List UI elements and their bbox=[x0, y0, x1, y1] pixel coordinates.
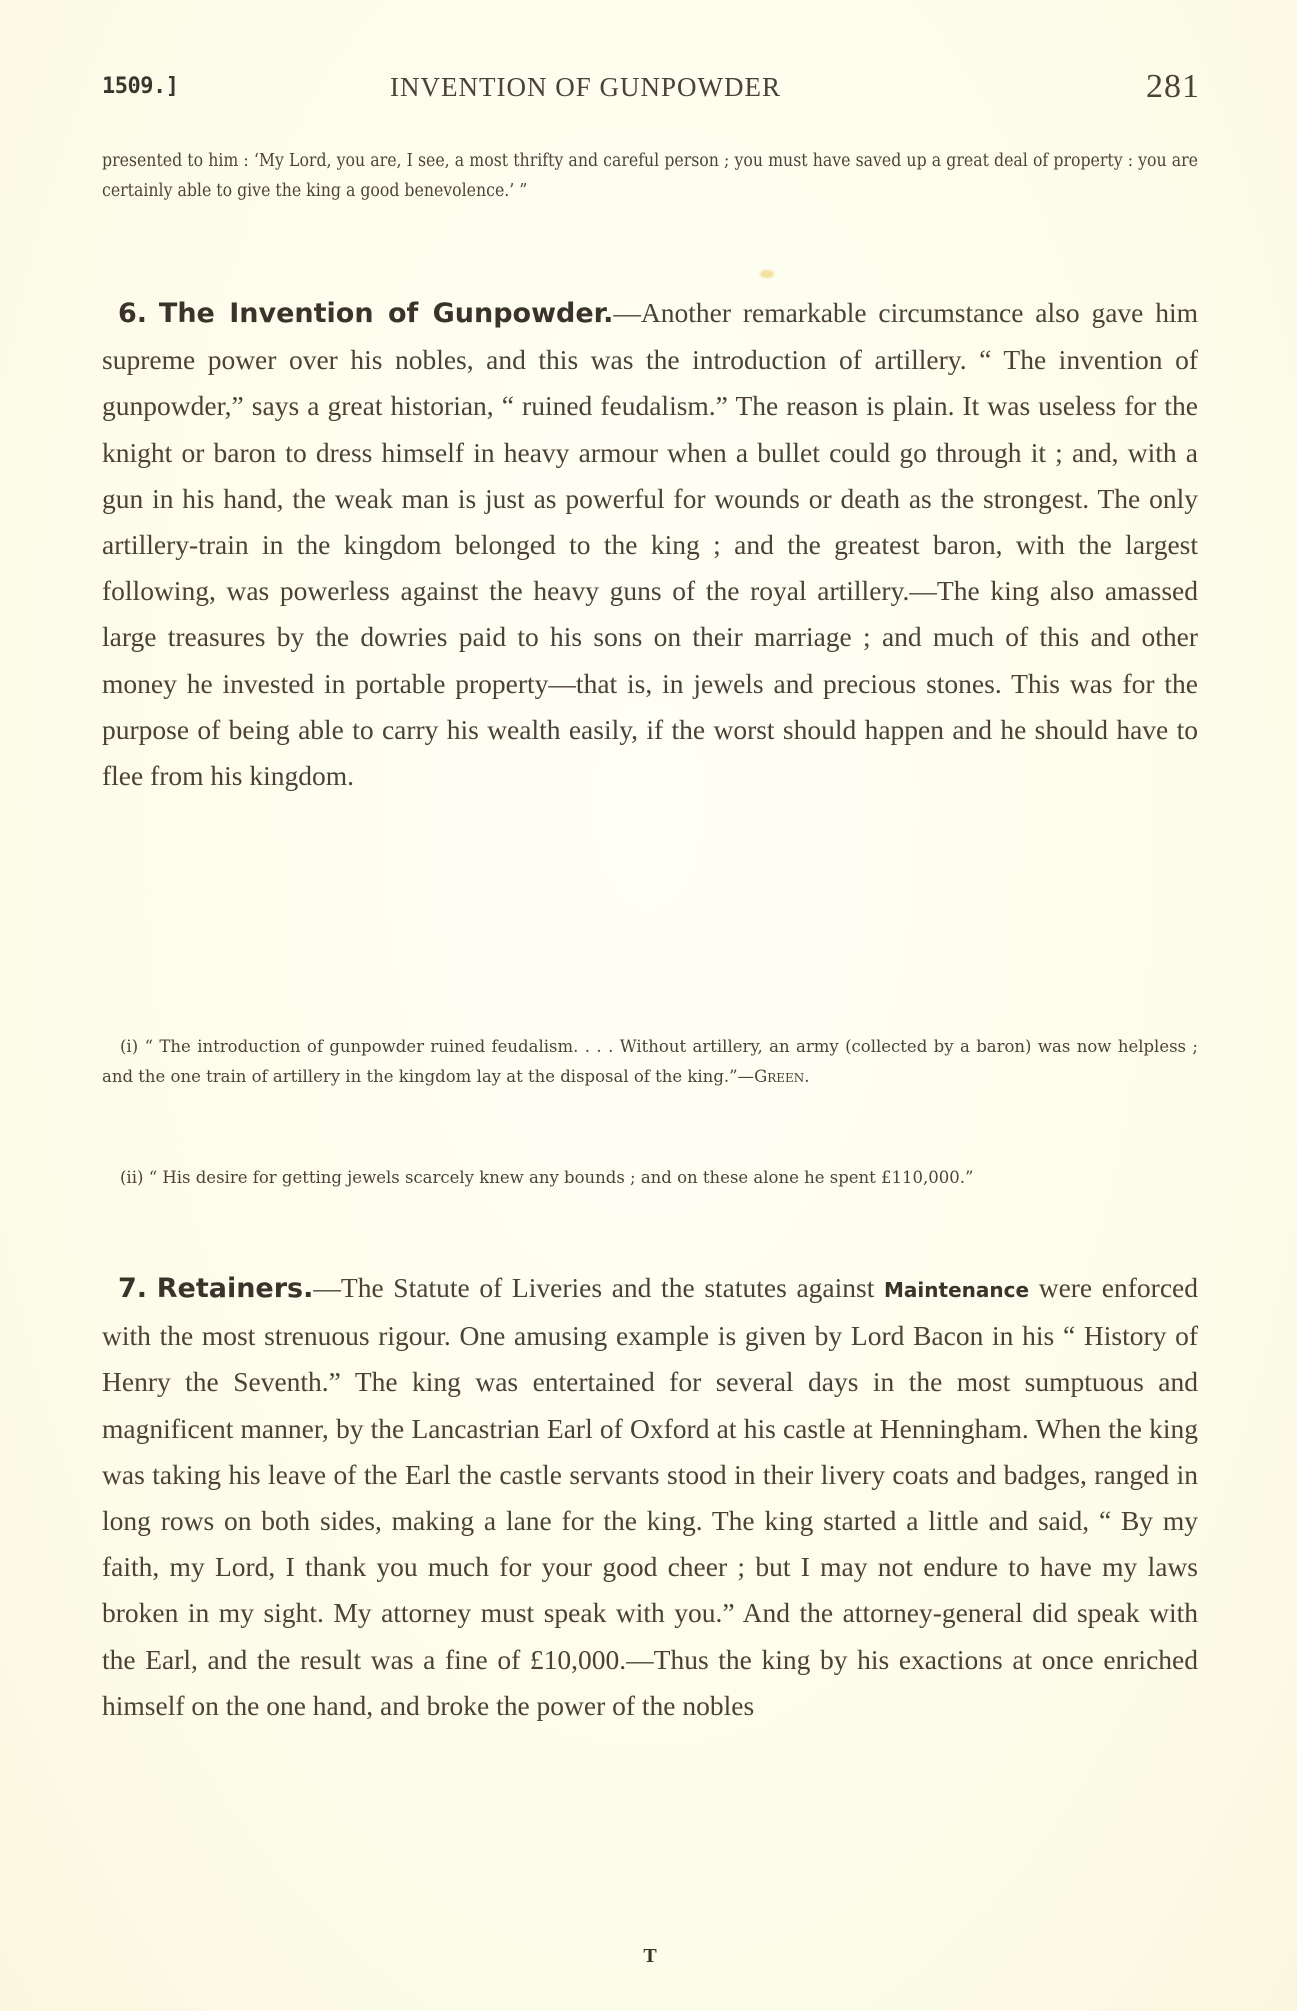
section-6 bbox=[102, 290, 1198, 799]
running-head-date: 1509.] bbox=[102, 74, 179, 99]
footnote-i-attribution: Green. bbox=[754, 1067, 810, 1086]
footnote-i bbox=[102, 1032, 1198, 1092]
footnote-i-marker: (i) bbox=[120, 1037, 139, 1056]
section-6-indent bbox=[102, 297, 118, 328]
intro-paragraph: presented to him : ‘My Lord, you are, I see, a most thrifty and careful person ; you must have saved up a great deal of property : you are certainly able to give the king a good benevolence.’ ” bbox=[102, 151, 1198, 201]
section-7-number: 7. bbox=[118, 1273, 148, 1304]
footnote-ii-text: “ His desire for getting jewels scarcely knew any bounds ; and on these alone he spent £110,000.” bbox=[148, 1168, 974, 1187]
section-7-indent bbox=[102, 1272, 118, 1303]
section-6-number: 6. bbox=[118, 298, 148, 329]
footnote-i-text: “ The introduction of gunpowder ruined feudalism. . . . Without artillery, an army (collected by a baron) was now helpless ; and the one train of artillery in the kingdom lay at the disposal of the king.”— bbox=[102, 1037, 1198, 1086]
section-7-body-start: —The Statute of Liveries and the statutes against bbox=[313, 1272, 885, 1303]
footnote-ii bbox=[102, 1163, 1198, 1193]
signature-mark: T bbox=[643, 1945, 657, 1967]
section-7-body-rest: were enforced with the most strenuous rigour. One amusing example is given by Lord Bacon in his “ History of Henry the Seventh.” The king was entertained for several days in the most sumptuous and magnificent manner, by the Lancastrian Earl of Oxford at his castle at Henningham. When the king was taking his leave of the Earl the castle servants stood in their livery coats and badges, ranged in long rows on both sides, making a lane for the king. The king started a little and said, “ By my faith, my Lord, I thank you much for your good cheer ; but I may not endure to have my laws broken in my sight. My attorney must speak with you.” And the attorney-general did speak with the Earl, and the result was a fine of £10,000.—Thus the king by his exactions at once enriched himself on the one hand, and broke the power of the nobles bbox=[102, 1272, 1198, 1721]
section-6-title: The Invention of Gunpowder. bbox=[158, 298, 614, 329]
running-head-title: INVENTION OF GUNPOWDER bbox=[390, 72, 781, 102]
section-6-body: —Another remarkable circumstance also gave him supreme power over his nobles, and this was the introduction of artillery. “ The invention of gunpowder,” says a great historian, “ ruined feudalism.” The reason is plain. It was useless for the knight or baron to dress himself in heavy armour when a bullet could go through it ; and, with a gun in his hand, the weak man is just as powerful for wounds or death as the strongest. The only artillery-train in the kingdom belonged to the king ; and the greatest baron, with the largest following, was powerless against the heavy guns of the royal artillery.—The king also amassed large treasures by the dowries paid to his sons on their marriage ; and much of this and other money he invested in portable property—that is, in jewels and precious stones. This was for the purpose of being able to carry his wealth easily, if the worst should happen and he should have to flee from his kingdom. bbox=[102, 297, 1198, 792]
section-7-title: Retainers. bbox=[156, 1273, 314, 1304]
section-7 bbox=[102, 1265, 1198, 1729]
paper-blemish bbox=[760, 270, 774, 278]
section-7-bold-term: Maintenance bbox=[884, 1278, 1030, 1302]
page-number: 281 bbox=[1146, 68, 1200, 105]
footnote-ii-marker: (ii) bbox=[120, 1168, 144, 1187]
running-head bbox=[100, 70, 1200, 110]
